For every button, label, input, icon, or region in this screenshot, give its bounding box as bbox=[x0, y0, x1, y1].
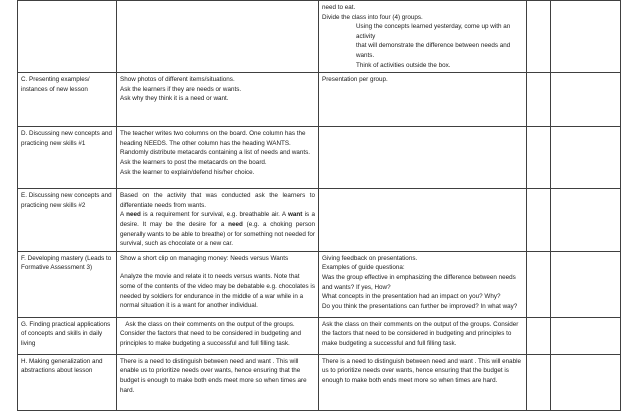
lesson-plan-table bbox=[17, 0, 621, 411]
blank-cell bbox=[527, 251, 551, 317]
remarks-cell bbox=[551, 317, 621, 354]
remarks-cell bbox=[551, 354, 621, 410]
remarks-cell bbox=[551, 127, 621, 189]
cell-text: Examples of guide questiona: bbox=[322, 264, 405, 272]
teacher-activity-cell bbox=[117, 317, 319, 354]
procedure-label-cell bbox=[18, 251, 117, 317]
blank-cell bbox=[527, 127, 551, 189]
learner-activity-cell bbox=[319, 73, 527, 127]
cell-text: There is a need to distinguish between need and want . This will enable us to prioritize needs over wants, hence ensuring that the budget is enough to make both ends meet more so when times are hard. bbox=[322, 357, 522, 384]
cell-text: Using the concepts learned yesterday, come up with an activity bbox=[356, 23, 511, 40]
text-run: is a desire. It may be the desire for a bbox=[120, 211, 315, 228]
cell-text: There is a need to distinguish between need and want . This will enable us to prioritize needs over wants, hence ensuring that the budget is enough to make both ends meet more so when times are hard. bbox=[120, 357, 307, 394]
blank-cell bbox=[527, 317, 551, 354]
blank-cell bbox=[527, 189, 551, 252]
procedure-label-cell bbox=[18, 354, 117, 410]
procedure-label: C. Presenting examples/ instances of new lesson bbox=[21, 76, 90, 93]
bold-term: want bbox=[288, 211, 303, 219]
cell-text: Analyze the movie and relate it to needs versus wants. Note that some of the contents of the video may be debatable e.g. chocolates is needed by soldiers for endurance in the middle of a war while in a normal situation it is a want for another individual. bbox=[120, 273, 315, 310]
teacher-activity-cell bbox=[117, 354, 319, 410]
teacher-activity-cell bbox=[117, 1, 319, 73]
cell-text: need to eat. bbox=[322, 4, 356, 11]
learner-activity-cell bbox=[319, 127, 527, 189]
definition-paragraph bbox=[120, 210, 315, 248]
text-run: (e.g. a choking person generally wants to be able to breathe) or for something not needed for survival, such as chocolate or a new car. bbox=[120, 220, 315, 248]
blank-cell bbox=[527, 354, 551, 410]
bold-term: need bbox=[228, 220, 243, 228]
procedure-label-cell bbox=[18, 189, 117, 252]
cell-text: Divide the class into four (4) groups. bbox=[322, 13, 423, 21]
cell-text: Was the group effective in emphasizing the difference between needs and wants? If yes, How? bbox=[322, 273, 516, 291]
cell-text: Think of activities outside the box. bbox=[356, 61, 451, 69]
cell-text: Ask the learners if they are needs or wants. bbox=[120, 85, 242, 93]
table-row bbox=[18, 189, 621, 252]
procedure-label-cell bbox=[18, 1, 117, 73]
table-row bbox=[18, 127, 621, 189]
procedure-label: F. Developing mastery (Leads to Formative Assessment 3) bbox=[21, 254, 112, 272]
cell-text: Ask the class on their comments on the output of the groups. Consider the factors that need to be considered in budgeting and principles to make budgeting a successful and full filling task. bbox=[322, 320, 519, 347]
procedure-label: G. Finding practical applications of concepts and skills in daily living bbox=[21, 320, 111, 347]
remarks-cell bbox=[551, 251, 621, 317]
bold-term: need bbox=[126, 211, 141, 219]
table-row bbox=[18, 1, 621, 73]
procedure-label-cell bbox=[18, 127, 117, 189]
cell-text: Show photos of different items/situations. bbox=[120, 76, 235, 84]
cell-text: Ask the class on their comments on the output of the groups. Consider the factors that need to be considered in budgeting and principles to make budgeting a successful and full filling task. bbox=[120, 320, 303, 347]
teacher-activity-cell bbox=[117, 189, 319, 252]
cell-text: Ask the learners to post the metacards on the board. bbox=[120, 158, 267, 166]
cell-text: Do you think the presentations can further be improved? In what way? bbox=[322, 302, 518, 310]
table-row bbox=[18, 251, 621, 317]
procedure-label: E. Discussing new concepts and practicing new skills #2 bbox=[21, 192, 112, 209]
teacher-activity-cell bbox=[117, 251, 319, 317]
blank-cell bbox=[527, 73, 551, 127]
teacher-activity-cell bbox=[117, 127, 319, 189]
table-row bbox=[18, 354, 621, 410]
cell-text: Based on the activity that was conducted ask the learners to differentiate needs from wants. bbox=[120, 192, 315, 209]
learner-activity-cell bbox=[319, 354, 527, 410]
blank-cell bbox=[527, 1, 551, 73]
text-run: A bbox=[120, 211, 127, 219]
cell-text: Presentation per group. bbox=[322, 76, 388, 84]
cell-text: What concepts in the presentation had an impact on you? Why? bbox=[322, 293, 501, 301]
remarks-cell bbox=[551, 1, 621, 73]
cell-text: that will demonstrate the difference between needs and wants. bbox=[356, 42, 511, 59]
procedure-label-cell bbox=[18, 317, 117, 354]
cell-text: Show a short clip on managing money: Needs versus Wants bbox=[120, 254, 289, 262]
spacer bbox=[120, 263, 315, 272]
remarks-cell bbox=[551, 73, 621, 127]
table-row bbox=[18, 73, 621, 127]
learner-activity-cell bbox=[319, 1, 527, 73]
cell-text: The teacher writes two columns on the board. One column has the heading NEEDS. The other column has the heading WANTS. bbox=[120, 130, 306, 147]
text-run: is a requirement for survival, e.g. breathable air. A bbox=[140, 211, 289, 219]
cell-text: Randomly distribute metacards containing a list of needs and wants. bbox=[120, 149, 311, 157]
remarks-cell bbox=[551, 189, 621, 252]
learner-activity-cell bbox=[319, 189, 527, 252]
cell-text: Ask the learner to explain/defend his/her choice. bbox=[120, 168, 255, 176]
table-row bbox=[18, 317, 621, 354]
procedure-label: D. Discussing new concepts and practicing new skills #1 bbox=[21, 130, 113, 147]
teacher-activity-cell bbox=[117, 73, 319, 127]
learner-activity-cell bbox=[319, 251, 527, 317]
cell-text: Giving feedback on presentations. bbox=[322, 254, 418, 262]
procedure-label: H. Making generalization and abstractions about lesson bbox=[21, 357, 103, 375]
cell-text: Ask why they think it is a need or want. bbox=[120, 95, 229, 103]
procedure-label-cell bbox=[18, 73, 117, 127]
learner-activity-cell bbox=[319, 317, 527, 354]
